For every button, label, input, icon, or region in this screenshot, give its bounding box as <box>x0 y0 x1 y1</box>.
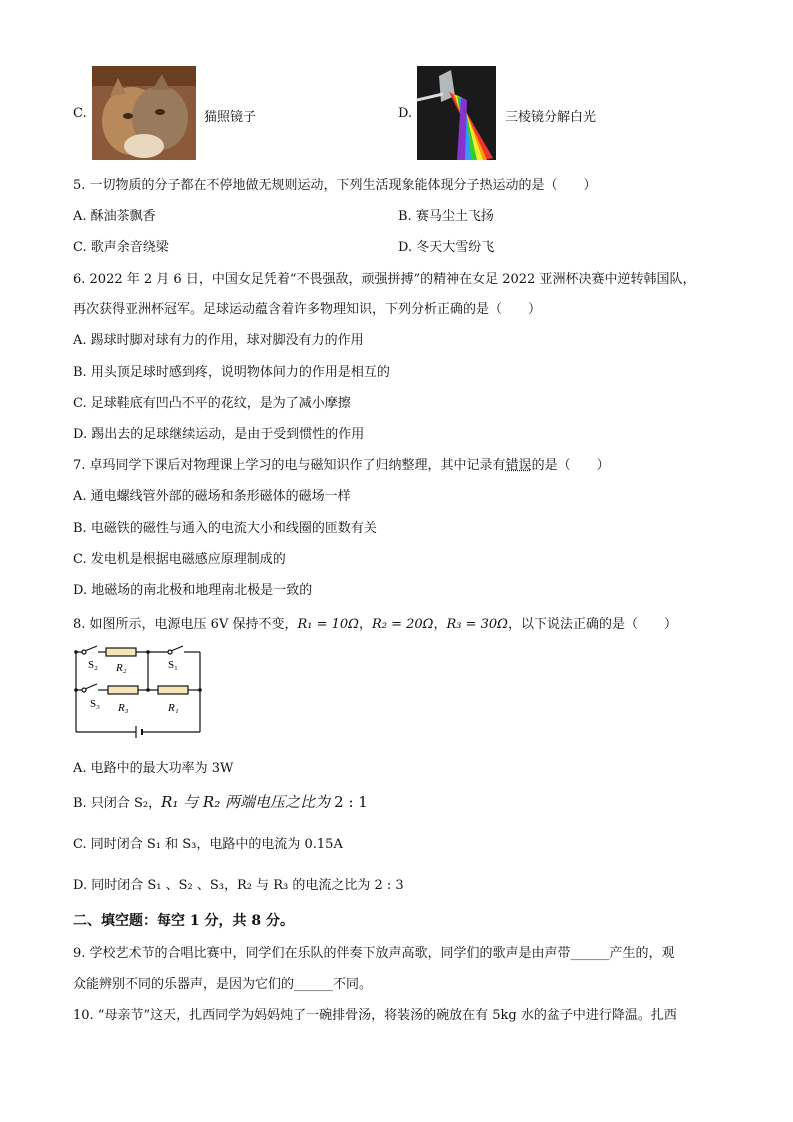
q7-stem <box>73 454 610 473</box>
q7-option-c: C. 发电机是根据电磁感应原理制成的 <box>73 552 286 567</box>
q8-option-c: C. 同时闭合 S₁ 和 S₃，电路中的电流为 0.15A <box>73 837 343 852</box>
option-c-text: 猫照镜子 <box>204 110 257 125</box>
q5-option-d: D. 冬天大雪纷飞 <box>398 240 495 255</box>
label-s1: S₁ <box>168 659 178 671</box>
q10-line1: 10. “母亲节”这天，扎西同学为妈妈炖了一碗排骨汤，将装汤的碗放在有 5kg 水的盆子中进行降温。扎西 <box>73 1008 677 1023</box>
q8-option-d-pre: D. 同时闭合 S₁ 、S₂ 、S₃，R₂ 与 R₃ 的电流之比为 <box>73 878 371 893</box>
option-d-label: D. <box>398 106 413 121</box>
q6-stem-line1: 6. 2022 年 2 月 6 日，中国女足凭着“不畏强敌，顽强拼搏”的精神在女足 2022 亚洲杯决赛中逆转韩国队， <box>73 272 696 287</box>
q9-line1: 9. 学校艺术节的合唱比赛中，同学们在乐队的伴奏下放声高歌，同学们的歌声是由声带______产生的，观 <box>73 946 675 961</box>
cat-mirror-image <box>92 66 196 160</box>
q7-stem-pre: 7. 卓玛同学下课后对物理课上学习的电与磁知识作了归纳整理，其中记录有 <box>73 458 506 473</box>
label-s2: S₂ <box>88 659 98 671</box>
q7-option-a: A. 通电螺线管外部的磁场和条形磁体的磁场一样 <box>73 489 351 504</box>
q7-stem-post: 的是（ ） <box>531 458 610 473</box>
switch-s3-blade <box>85 684 97 689</box>
q8-option-b-ratio: 2 : 1 <box>334 793 368 811</box>
option-c-label: C. <box>73 106 87 121</box>
prism-dispersion-image <box>417 66 496 160</box>
q6-option-d: D. 踢出去的足球继续运动，是由于受到惯性的作用 <box>73 427 365 442</box>
q5-option-a: A. 酥油茶飘香 <box>73 209 156 224</box>
q7-stem-emphasis: 错误 <box>505 458 532 473</box>
q8-option-d-ratio: 2 : 3 <box>374 878 404 893</box>
q6-option-b: B. 用头顶足球时感到疼，说明物体间力的作用是相互的 <box>73 365 390 380</box>
switch-s2-blade <box>85 646 97 651</box>
q5-option-b: B. 赛马尘土飞扬 <box>398 209 494 224</box>
q8-option-b <box>73 791 368 812</box>
q8-stem-pre: 8. 如图所示，电源电压 6V 保持不变， <box>73 617 298 632</box>
q9-line2: 众能辨别不同的乐器声，是因为它们的______不同。 <box>73 977 373 992</box>
section-2-heading: 二、填空题：每空 1 分，共 8 分。 <box>73 913 294 929</box>
q7-option-b: B. 电磁铁的磁性与通入的电流大小和线圈的匝数有关 <box>73 521 377 536</box>
q8-option-d <box>73 874 404 893</box>
q8-option-a: A. 电路中的最大功率为 3W <box>73 761 234 776</box>
q6-stem-line2: 再次获得亚洲杯冠军。足球运动蕴含着许多物理知识，下列分析正确的是（ ） <box>73 302 542 317</box>
q8-r3-value: R₃ = 30Ω <box>446 617 508 632</box>
q8-stem: 8. 如图所示，电源电压 6V 保持不变，R₁ = 10Ω，R₂ = 20Ω，R₃ = 30Ω，以下说法正确的是（ ） <box>73 617 677 632</box>
switch-s1-blade <box>171 646 183 651</box>
option-d-text: 三棱镜分解白光 <box>505 110 597 125</box>
q5-stem: 5. 一切物质的分子都在不停地做无规则运动，下列生活现象能体现分子热运动的是（ ） <box>73 178 597 193</box>
q8-r2-value: R₂ = 20Ω <box>371 617 434 632</box>
label-r2: R₂ <box>116 662 127 674</box>
resistor-r1 <box>158 686 188 694</box>
q6-option-a: A. 踢球时脚对球有力的作用，球对脚没有力的作用 <box>73 333 364 348</box>
q6-option-c: C. 足球鞋底有凹凸不平的花纹，是为了减小摩擦 <box>73 396 351 411</box>
label-r3: R₃ <box>118 702 129 714</box>
q8-r1-value: R₁ = 10Ω <box>297 617 359 632</box>
q8-option-b-pre: B. 只闭合 S₂， <box>73 796 162 811</box>
q8-option-b-mid: R₁ 与 R₂ 两端电压之比为 <box>161 793 330 811</box>
label-r1: R₁ <box>168 702 179 714</box>
circuit-diagram <box>68 644 208 748</box>
q7-option-d: D. 地磁场的南北极和地理南北极是一致的 <box>73 583 313 598</box>
q5-option-c: C. 歌声余音绕梁 <box>73 240 169 255</box>
label-s3: S₃ <box>90 698 100 710</box>
resistor-r3 <box>108 686 138 694</box>
resistor-r2 <box>106 648 136 656</box>
q8-stem-post: ，以下说法正确的是（ ） <box>507 617 677 632</box>
